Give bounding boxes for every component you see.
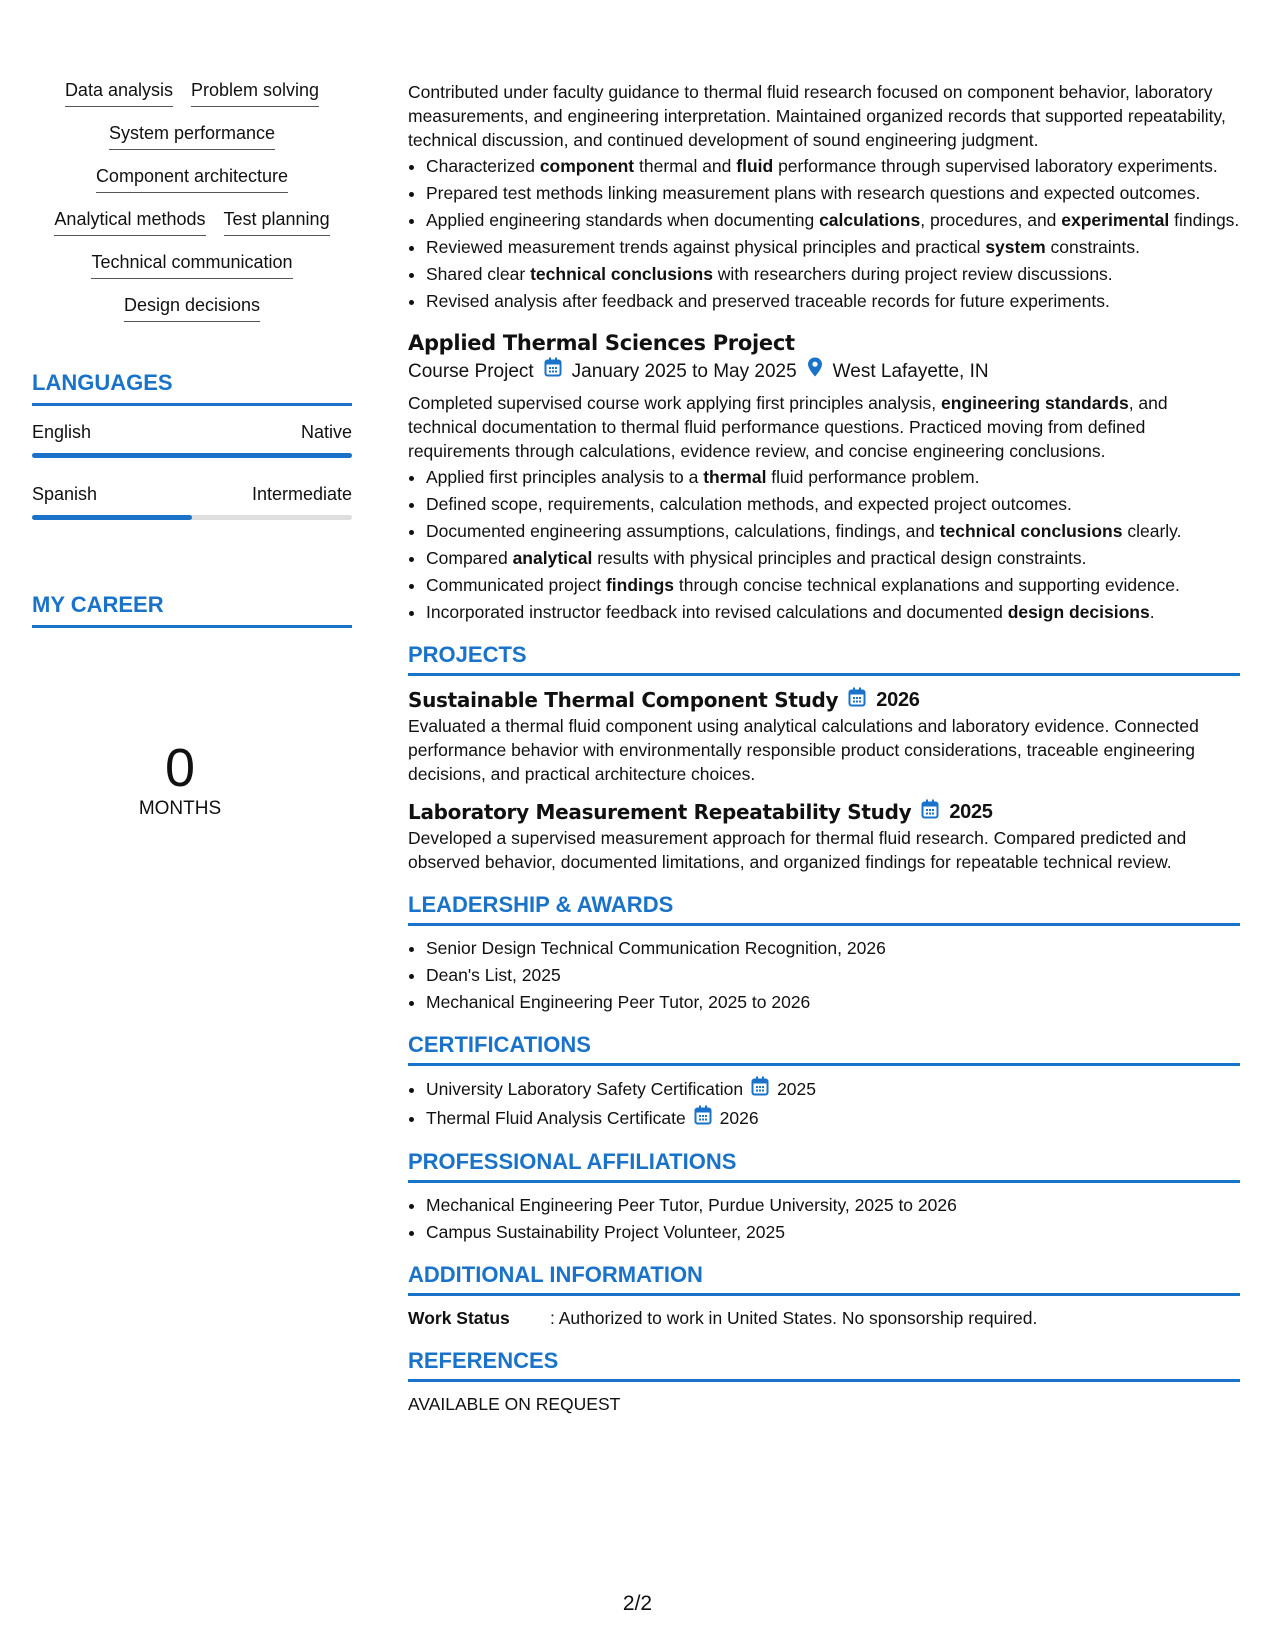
bullet-item: • Prepared test methods linking measurement plans with research questions and expected outcomes. xyxy=(426,181,1240,205)
language-item xyxy=(32,484,352,520)
leadership-heading: LEADERSHIP & AWARDS xyxy=(408,892,1240,926)
bold-keyword: findings xyxy=(605,575,674,595)
bullet-item: • Shared clear technical conclusions with researchers during project review discussions. xyxy=(426,262,1240,286)
language-level: Native xyxy=(300,422,352,442)
main-content xyxy=(408,80,1240,1416)
skill-row xyxy=(32,78,352,107)
bullet-item: • Applied first principles analysis to a thermal fluid performance problem. xyxy=(426,465,1240,489)
bold-keyword: fluid xyxy=(736,156,774,176)
bold-keyword: technical conclusions xyxy=(530,264,713,284)
work-status-row xyxy=(408,1306,1240,1330)
project-title-row xyxy=(408,686,1240,714)
calendar-icon xyxy=(921,798,939,826)
calendar-icon xyxy=(848,686,866,714)
certification-row xyxy=(426,1076,816,1102)
bold-keyword: analytical xyxy=(512,548,593,568)
career-section xyxy=(32,592,352,820)
course-project-summary: Completed supervised course work applying first principles analysis, engineering standards, and technical documentation to thermal fluid performance questions. Practiced moving from defined requirements through calculations, evidence review, and concise engineering conclusions. xyxy=(408,393,1168,461)
language-item xyxy=(32,422,352,458)
bullet-item: • Characterized component thermal and fluid performance through supervised laboratory experiments. xyxy=(426,154,1240,178)
certification-name: • Thermal Fluid Analysis Certificate xyxy=(426,1108,686,1128)
project-title: Sustainable Thermal Component Study xyxy=(408,688,839,712)
bold-keyword: calculations xyxy=(819,210,921,230)
bullet-item: • Applied engineering standards when documenting calculations, procedures, and experimental findings. xyxy=(426,208,1240,232)
projects-list xyxy=(408,686,1240,874)
language-bar-fill xyxy=(32,453,352,458)
affiliation-item: • Campus Sustainability Project Volunteer, 2025 xyxy=(426,1220,1240,1244)
research-bullets xyxy=(408,154,1240,313)
certification-year: 2026 xyxy=(719,1108,759,1128)
projects-heading: PROJECTS xyxy=(408,642,1240,676)
course-project-bullets xyxy=(408,465,1240,624)
project-year: 2026 xyxy=(876,689,920,711)
career-unit: MONTHS xyxy=(138,798,222,819)
course-project-type: Course Project xyxy=(408,361,534,382)
certification-name: • University Laboratory Safety Certification xyxy=(426,1079,744,1099)
project-item xyxy=(408,686,1240,786)
skills-list xyxy=(32,78,352,322)
skill-row xyxy=(32,121,352,150)
award-item: • Dean's List, 2025 xyxy=(426,963,1240,987)
skill-tag: System performance xyxy=(109,121,275,150)
calendar-icon xyxy=(694,1105,712,1131)
bullet-item: • Reviewed measurement trends against physical principles and practical system constraints. xyxy=(426,235,1240,259)
project-title: Laboratory Measurement Repeatability Study xyxy=(408,800,912,824)
languages-heading: LANGUAGES xyxy=(32,370,352,406)
skill-row xyxy=(32,207,352,236)
work-status-value: : Authorized to work in United States. No sponsorship required. xyxy=(550,1308,1038,1328)
career-heading: MY CAREER xyxy=(32,592,352,628)
affiliation-item: • Mechanical Engineering Peer Tutor, Purdue University, 2025 to 2026 xyxy=(426,1193,1240,1217)
bold-keyword: thermal xyxy=(703,467,767,487)
bullet-item: • Revised analysis after feedback and preserved traceable records for future experiments. xyxy=(426,289,1240,313)
language-row xyxy=(32,484,352,505)
language-bar xyxy=(32,515,352,520)
course-project-title: Applied Thermal Sciences Project xyxy=(408,331,795,355)
bold-keyword: experimental xyxy=(1061,210,1170,230)
skill-tag: Problem solving xyxy=(191,78,319,107)
certifications-list xyxy=(408,1076,1240,1131)
project-description: Developed a supervised measurement approach for thermal fluid research. Compared predicted and observed behavior, documented limitations, and organized findings for repeatable technical review. xyxy=(408,828,1187,872)
skill-tag: Analytical methods xyxy=(54,207,205,236)
languages-section xyxy=(32,370,352,520)
project-year: 2025 xyxy=(949,801,993,823)
career-summary xyxy=(32,740,328,820)
affiliations-heading: PROFESSIONAL AFFILIATIONS xyxy=(408,1149,1240,1183)
skill-row xyxy=(32,164,352,193)
location-pin-icon xyxy=(807,357,823,387)
bullet-item: • Communicated project findings through concise technical explanations and supporting evidence. xyxy=(426,573,1240,597)
language-name: Spanish xyxy=(32,484,98,504)
certifications-heading: CERTIFICATIONS xyxy=(408,1032,1240,1066)
skill-tag: Test planning xyxy=(224,207,330,236)
language-bar xyxy=(32,453,352,458)
bold-keyword: design decisions xyxy=(1007,602,1150,622)
references-heading: REFERENCES xyxy=(408,1348,1240,1382)
career-value: 0 xyxy=(164,738,196,798)
project-title-row xyxy=(408,798,1240,826)
skill-row xyxy=(32,250,352,279)
project-description: Evaluated a thermal fluid component using analytical calculations and laboratory evidence. Connected performance behavior with environmentally responsible product considerations, traceable engineering decisions, and practical architecture choices. xyxy=(408,716,1199,784)
languages-list xyxy=(32,422,352,520)
language-bar-fill xyxy=(32,515,192,520)
bold-keyword: engineering standards xyxy=(941,393,1129,413)
award-item: • Mechanical Engineering Peer Tutor, 2025 to 2026 xyxy=(426,990,1240,1014)
bold-keyword: system xyxy=(985,237,1046,257)
sidebar xyxy=(32,78,352,820)
certification-year: 2025 xyxy=(777,1079,817,1099)
award-item: • Senior Design Technical Communication Recognition, 2026 xyxy=(426,936,1240,960)
language-row xyxy=(32,422,352,443)
course-project-dates: January 2025 to May 2025 xyxy=(571,361,797,382)
language-name: English xyxy=(32,422,92,442)
calendar-icon xyxy=(544,357,562,387)
affiliations-list xyxy=(408,1193,1240,1244)
course-project-meta xyxy=(408,357,1240,387)
language-level: Intermediate xyxy=(251,484,352,504)
leadership-list xyxy=(408,936,1240,1014)
skill-tag: Design decisions xyxy=(124,293,260,322)
certification-item xyxy=(426,1105,1240,1131)
bullet-item: • Incorporated instructor feedback into revised calculations and documented design decisions. xyxy=(426,600,1240,624)
skill-tag: Technical communication xyxy=(91,250,292,279)
skill-tag: Data analysis xyxy=(65,78,173,107)
bold-keyword: technical conclusions xyxy=(939,521,1123,541)
work-status-label: Work Status xyxy=(408,1308,510,1328)
additional-info-heading: ADDITIONAL INFORMATION xyxy=(408,1262,1240,1296)
page-number: 2/2 xyxy=(622,1592,653,1615)
bullet-item: • Compared analytical results with physical principles and practical design constraints. xyxy=(426,546,1240,570)
skill-row xyxy=(32,293,352,322)
bullet-item: • Documented engineering assumptions, calculations, findings, and technical conclusions clearly. xyxy=(426,519,1240,543)
skill-tag: Component architecture xyxy=(96,164,288,193)
references-text: AVAILABLE ON REQUEST xyxy=(408,1394,621,1414)
bullet-item: • Defined scope, requirements, calculation methods, and expected project outcomes. xyxy=(426,492,1240,516)
certification-row xyxy=(426,1105,759,1131)
certification-item xyxy=(426,1076,1240,1102)
calendar-icon xyxy=(751,1076,769,1102)
bold-keyword: component xyxy=(539,156,635,176)
course-project-location: West Lafayette, IN xyxy=(832,361,989,382)
research-summary: Contributed under faculty guidance to thermal fluid research focused on component behavior, laboratory measurements, and engineering interpretation. Maintained organized records that supported repeatability, technical discussion, and continued development of sound engineering judgment. xyxy=(408,82,1226,150)
project-item xyxy=(408,798,1240,874)
